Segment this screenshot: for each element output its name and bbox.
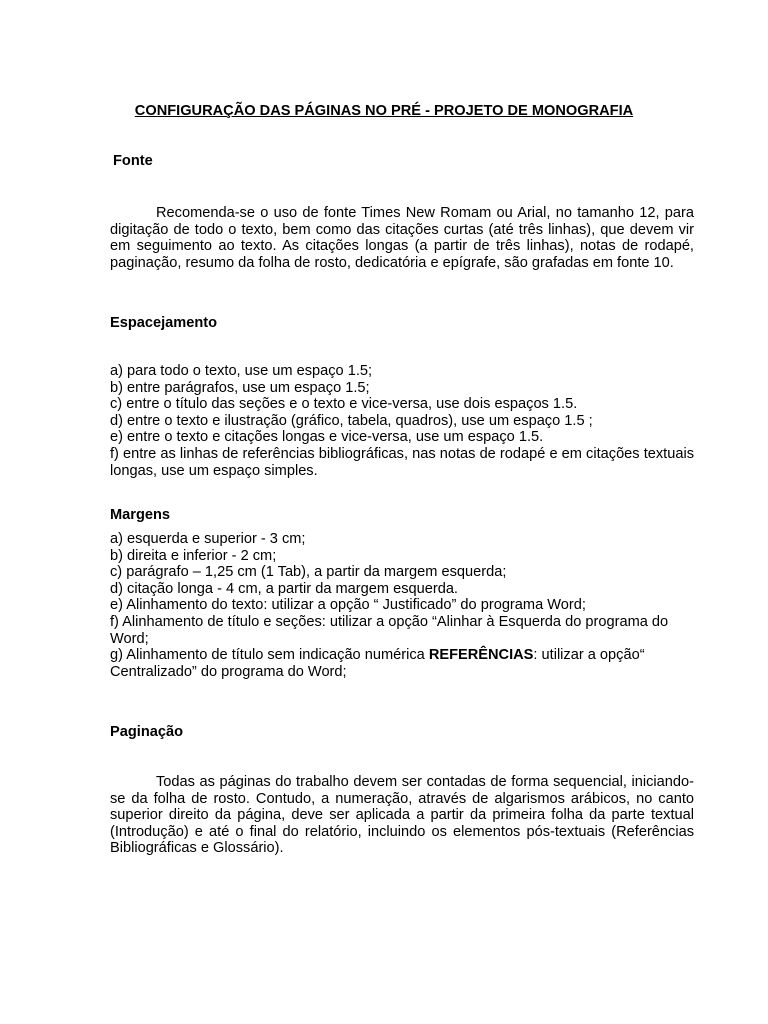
list-item xyxy=(110,647,694,680)
list-item: c) entre o título das seções e o texto e vice-versa, use dois espaços 1.5. xyxy=(110,396,578,413)
heading-paginacao: Paginação xyxy=(110,724,183,740)
paragraph-fonte: Recomenda-se o uso de fonte Times New Romam ou Arial, no tamanho 12, para digitação de todo o texto, bem como das citações curtas (até três linhas), que devem vir em seguimento ao texto. As citações longas (a partir de três linhas), notas de rodapé, paginação, resumo da folha de rosto, dedicatória e epígrafe, são grafadas em fonte 10. xyxy=(110,205,694,271)
item-g-bold: REFERÊNCIAS xyxy=(428,647,534,664)
list-item: d) citação longa - 4 cm, a partir da margem esquerda. xyxy=(110,580,458,597)
paragraph-paginacao: Todas as páginas do trabalho devem ser contadas de forma sequencial, iniciando-se da folha de rosto. Contudo, a numeração, através de algarismos arábicos, no canto superior direito da página, deve ser aplicada a partir da primeira folha da parte textual (Introdução) e até o final do relatório, incluindo os elementos pós-textuais (Referências Bibliográficas e Glossário). xyxy=(110,774,694,857)
list-item: e) entre o texto e citações longas e vice-versa, use um espaço 1.5. xyxy=(110,429,544,446)
list-item: f) Alinhamento de título e seções: utilizar a opção “Alinhar à Esquerda do programa do Word; xyxy=(110,613,669,647)
list-item: b) entre parágrafos, use um espaço 1.5; xyxy=(110,379,370,396)
list-item: f) entre as linhas de referências bibliográficas, nas notas de rodapé e em citações textuais longas, use um espaço simples. xyxy=(110,445,694,479)
list-item: e) Alinhamento do texto: utilizar a opção “ Justificado” do programa Word; xyxy=(110,597,586,614)
heading-margens: Margens xyxy=(110,507,171,523)
heading-espacejamento: Espacejamento xyxy=(110,315,218,331)
list-item: a) para todo o texto, use um espaço 1.5; xyxy=(110,363,373,379)
list-item: d) entre o texto e ilustração (gráfico, tabela, quadros), use um espaço 1.5 ; xyxy=(110,412,593,429)
item-g-text-after: : utilizar a opção“ Centralizado” do programa do Word; xyxy=(110,647,645,680)
list-item: a) esquerda e superior - 3 cm; xyxy=(110,531,306,547)
list-item: b) direita e inferior - 2 cm; xyxy=(110,547,277,564)
list-margens xyxy=(110,531,694,680)
list-espacejamento xyxy=(110,363,694,479)
item-g-text-before: g) Alinhamento de título sem indicação numérica xyxy=(110,647,429,664)
list-item: c) parágrafo – 1,25 cm (1 Tab), a partir da margem esquerda; xyxy=(110,564,507,581)
heading-fonte: Fonte xyxy=(113,153,153,169)
document-title: CONFIGURAÇÃO DAS PÁGINAS NO PRÉ - PROJETO DE MONOGRAFIA xyxy=(134,103,634,119)
